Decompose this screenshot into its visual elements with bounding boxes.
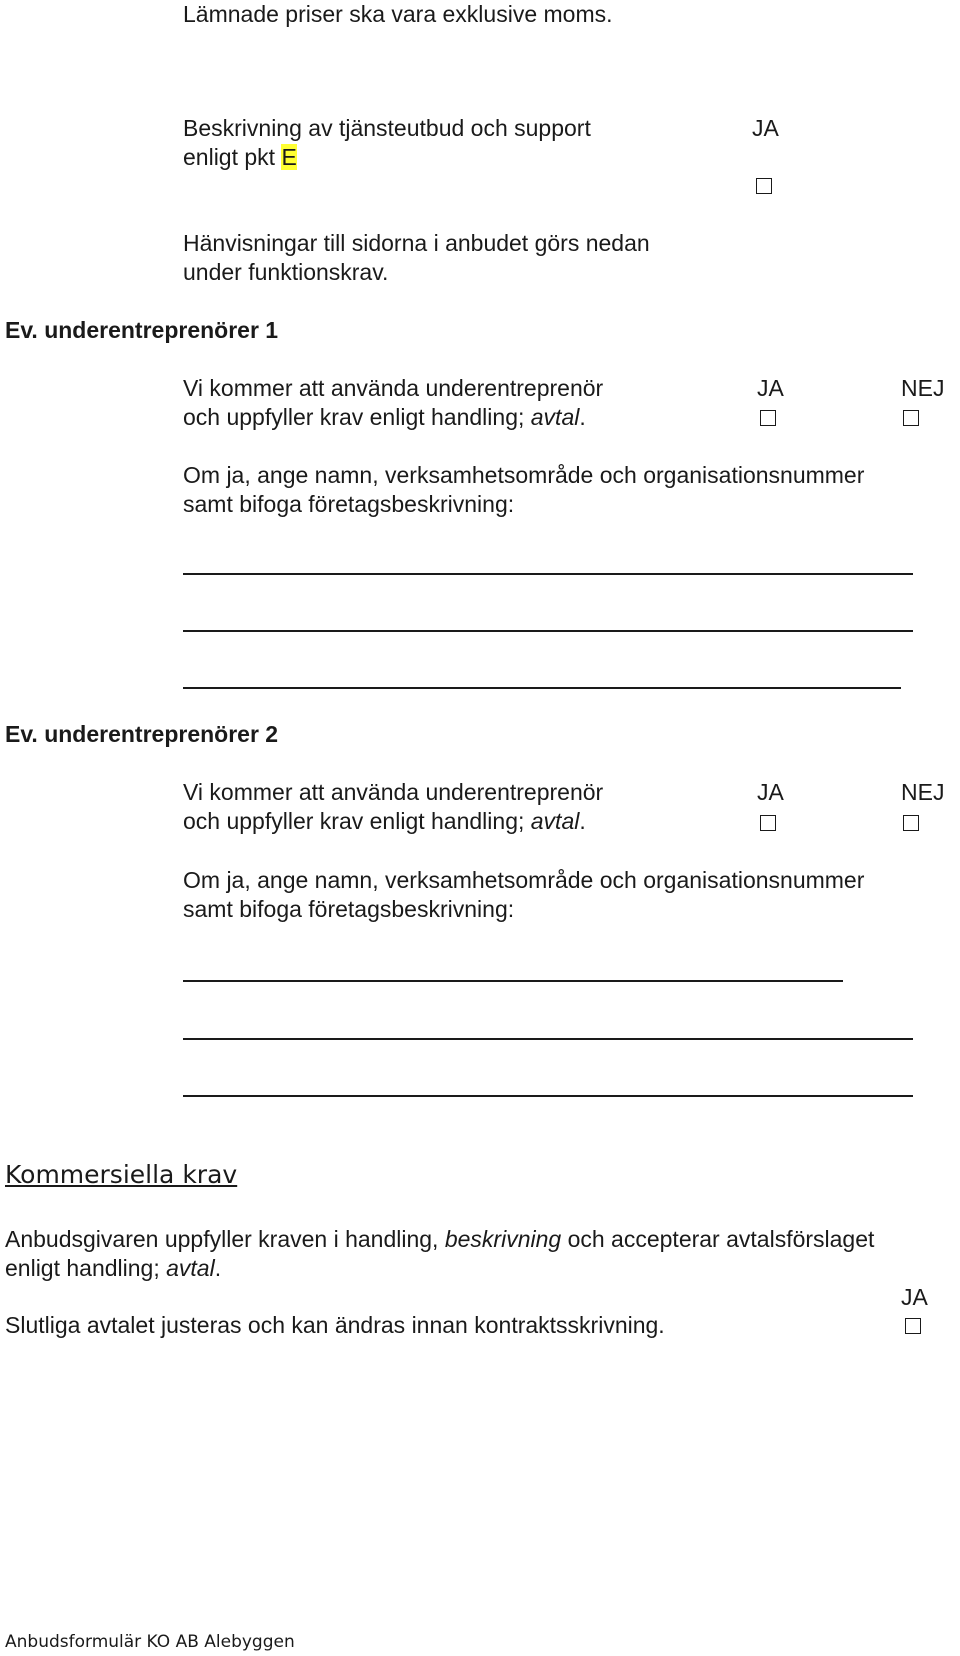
subcontractor-1-question-prefix: och uppfyller krav enligt handling;	[183, 404, 531, 430]
subcontractor-1-ja-label: JA	[757, 375, 784, 401]
commercial-paragraph-line2	[5, 1254, 221, 1282]
commercial-paragraph-part-b: och accepterar avtalsförslaget	[561, 1226, 875, 1252]
subcontractor-2-info-line2: samt bifoga företagsbeskrivning:	[183, 896, 515, 922]
subcontractor-1-answer-line-1[interactable]	[183, 573, 913, 575]
subcontractor-2-answer-line-3[interactable]	[183, 1095, 913, 1097]
commercial-heading: Kommersiella krav	[5, 1160, 238, 1189]
subcontractor-1-nej-label: NEJ	[901, 375, 945, 401]
subcontractor-2-heading: Ev. underentreprenörer 2	[5, 721, 279, 747]
subcontractor-2-question-italic: avtal	[530, 808, 580, 834]
service-description-line1: Beskrivning av tjänsteutbud och support	[183, 115, 591, 141]
subcontractor-2-answer-line-2[interactable]	[183, 1038, 913, 1040]
commercial-paragraph-line2-italic: avtal	[166, 1255, 215, 1281]
subcontractor-2-question-line1: Vi kommer att använda underentreprenör	[183, 779, 604, 805]
subcontractor-2-info-line1: Om ja, ange namn, verksamhetsområde och organisationsnummer	[183, 867, 865, 893]
subcontractor-2-ja-checkbox[interactable]	[760, 815, 776, 831]
service-ja-checkbox[interactable]	[756, 178, 772, 194]
commercial-paragraph-line2-suffix: .	[214, 1255, 222, 1281]
subcontractor-1-ja-checkbox[interactable]	[760, 410, 776, 426]
subcontractor-2-question-line2	[183, 807, 586, 835]
service-ja-label: JA	[752, 115, 779, 141]
subcontractor-2-nej-checkbox[interactable]	[903, 815, 919, 831]
commercial-paragraph-italic: beskrivning	[444, 1226, 562, 1252]
subcontractor-1-question-line1: Vi kommer att använda underentreprenör	[183, 375, 604, 401]
page-footer: Anbudsformulär KO AB Alebyggen	[5, 1632, 295, 1652]
commercial-ja-checkbox[interactable]	[905, 1318, 921, 1334]
subcontractor-1-info-line2: samt bifoga företagsbeskrivning:	[183, 491, 515, 517]
subcontractor-1-question-italic: avtal	[530, 404, 580, 430]
subcontractor-1-question-suffix: .	[579, 404, 586, 430]
subcontractor-1-answer-line-3[interactable]	[183, 687, 901, 689]
commercial-paragraph-part-a: Anbudsgivaren uppfyller kraven i handling,	[5, 1226, 445, 1252]
subcontractor-2-question-suffix: .	[579, 808, 586, 834]
service-reference-line1: Hänvisningar till sidorna i anbudet görs nedan	[183, 230, 650, 256]
vat-note: Lämnade priser ska vara exklusive moms.	[183, 1, 613, 27]
commercial-paragraph-line2-prefix: enligt handling;	[5, 1255, 167, 1281]
subcontractor-2-ja-label: JA	[757, 779, 784, 805]
service-description-line2	[183, 143, 297, 171]
service-reference-line2: under funktionskrav.	[183, 259, 389, 285]
commercial-paragraph-line1	[5, 1225, 874, 1253]
service-description-prefix: enligt pkt	[183, 144, 282, 170]
subcontractor-1-info-line1: Om ja, ange namn, verksamhetsområde och organisationsnummer	[183, 462, 865, 488]
commercial-ja-label: JA	[901, 1284, 928, 1310]
commercial-final-text: Slutliga avtalet justeras och kan ändras innan kontraktsskrivning.	[5, 1312, 665, 1338]
subcontractor-1-heading: Ev. underentreprenörer 1	[5, 317, 279, 343]
subcontractor-1-question-line2	[183, 403, 586, 431]
section-reference-highlight: E	[281, 144, 297, 170]
subcontractor-1-answer-line-2[interactable]	[183, 630, 913, 632]
subcontractor-1-nej-checkbox[interactable]	[903, 410, 919, 426]
subcontractor-2-answer-line-1[interactable]	[183, 980, 843, 982]
subcontractor-2-nej-label: NEJ	[901, 779, 945, 805]
subcontractor-2-question-prefix: och uppfyller krav enligt handling;	[183, 808, 531, 834]
